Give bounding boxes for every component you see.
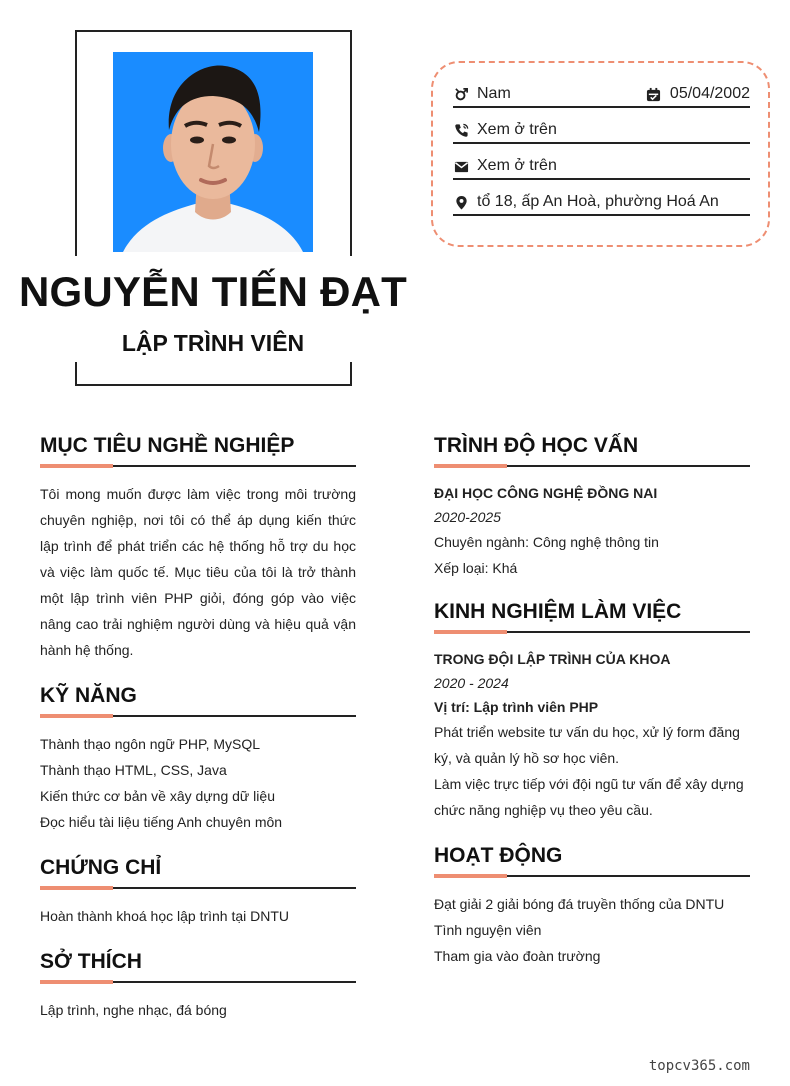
school-name: ĐẠI HỌC CÔNG NGHỆ ĐỒNG NAI [434, 485, 658, 501]
education-body [434, 481, 750, 581]
list-item: Kiến thức cơ bản về xây dựng dữ liệu [40, 788, 275, 804]
section-title: TRÌNH ĐỘ HỌC VẤN [434, 434, 639, 457]
contact-row-phone [453, 118, 750, 144]
section-objective [40, 433, 356, 663]
phone-icon [453, 122, 469, 138]
address-value: tổ 18, ấp An Hoà, phường Hoá An [477, 193, 719, 210]
section-divider [40, 981, 356, 983]
hobbies-text: Lập trình, nghe nhạc, đá bóng [40, 1002, 227, 1018]
gender-value: Nam [477, 85, 511, 102]
section-title: SỞ THÍCH [40, 950, 142, 973]
objective-text: Tôi mong muốn được làm việc trong môi trường chuyên nghiệp, nơi tôi có thể áp dụng kiến thức lập trình để phát triển các hệ thống hỗ trợ du học và việc làm quốc tế. Mục tiêu của tôi là trở thành một lập trình viên PHP giỏi, đóng góp vào việc nâng cao trải nghiệm người dùng và hiệu quả vận hành hệ thống. [40, 486, 356, 658]
candidate-name: NGUYỄN TIẾN ĐẠT [18, 268, 407, 315]
contact-row-email [453, 154, 750, 180]
experience-body [434, 647, 750, 823]
list-item: Thành thạo HTML, CSS, Java [40, 762, 227, 778]
activities-list [434, 891, 750, 969]
experience-detail: Làm việc trực tiếp với đội ngũ tư vấn để xây dựng chức năng nghiệp vụ theo yêu cầu. [434, 776, 744, 818]
contact-row-address [453, 190, 750, 216]
email-value: Xem ở trên [477, 157, 557, 174]
list-item: Tham gia vào đoàn trường [434, 948, 601, 964]
calendar-icon [646, 86, 662, 102]
experience-detail: Phát triển website tư vấn du học, xử lý form đăng ký, và quản lý hồ sơ học viên. [434, 724, 740, 766]
section-certificates [40, 855, 356, 929]
section-divider [434, 875, 750, 877]
location-icon [453, 194, 469, 210]
section-activities [434, 843, 750, 969]
portrait-image [113, 52, 313, 252]
phone-value: Xem ở trên [477, 121, 557, 138]
education-major: Chuyên ngành: Công nghệ thông tin [434, 534, 659, 550]
contact-row-gender [453, 82, 750, 108]
experience-org: TRONG ĐỘI LẬP TRÌNH CỦA KHOA [434, 651, 671, 667]
section-title: KỸ NĂNG [40, 684, 137, 707]
contact-box [431, 61, 770, 247]
education-period: 2020-2025 [434, 509, 501, 525]
section-divider [40, 715, 356, 717]
list-item: Đạt giải 2 giải bóng đá truyền thống của DNTU [434, 896, 725, 912]
experience-position: Vị trí: Lập trình viên PHP [434, 699, 599, 715]
section-experience [434, 599, 750, 823]
candidate-role: LẬP TRÌNH VIÊN [121, 330, 305, 356]
experience-period: 2020 - 2024 [434, 675, 509, 691]
list-item: Hoàn thành khoá học lập trình tại DNTU [40, 908, 290, 924]
gender-icon [453, 86, 469, 102]
section-divider [40, 887, 356, 889]
dob-group [646, 85, 750, 103]
section-divider [40, 465, 356, 467]
section-divider [434, 465, 750, 467]
education-rank: Xếp loại: Khá [434, 560, 518, 576]
list-item: Đọc hiểu tài liệu tiếng Anh chuyên môn [40, 814, 283, 830]
certificates-list [40, 903, 356, 929]
email-icon [453, 158, 469, 174]
list-item: Thành thạo ngôn ngữ PHP, MySQL [40, 736, 261, 752]
section-title: KINH NGHIỆM LÀM VIỆC [434, 600, 682, 623]
footer-watermark[interactable]: topcv365.com [648, 1058, 750, 1074]
profile-photo [113, 52, 313, 252]
section-hobbies [40, 949, 356, 1023]
list-item: Tình nguyện viên [434, 922, 542, 938]
skills-list [40, 731, 356, 835]
section-divider [434, 631, 750, 633]
section-title: CHỨNG CHỈ [40, 856, 162, 879]
section-title: MỤC TIÊU NGHỀ NGHIỆP [40, 434, 295, 457]
section-skills [40, 683, 356, 835]
dob-value: 05/04/2002 [669, 85, 750, 102]
section-title: HOẠT ĐỘNG [434, 844, 563, 867]
section-education [434, 433, 750, 581]
